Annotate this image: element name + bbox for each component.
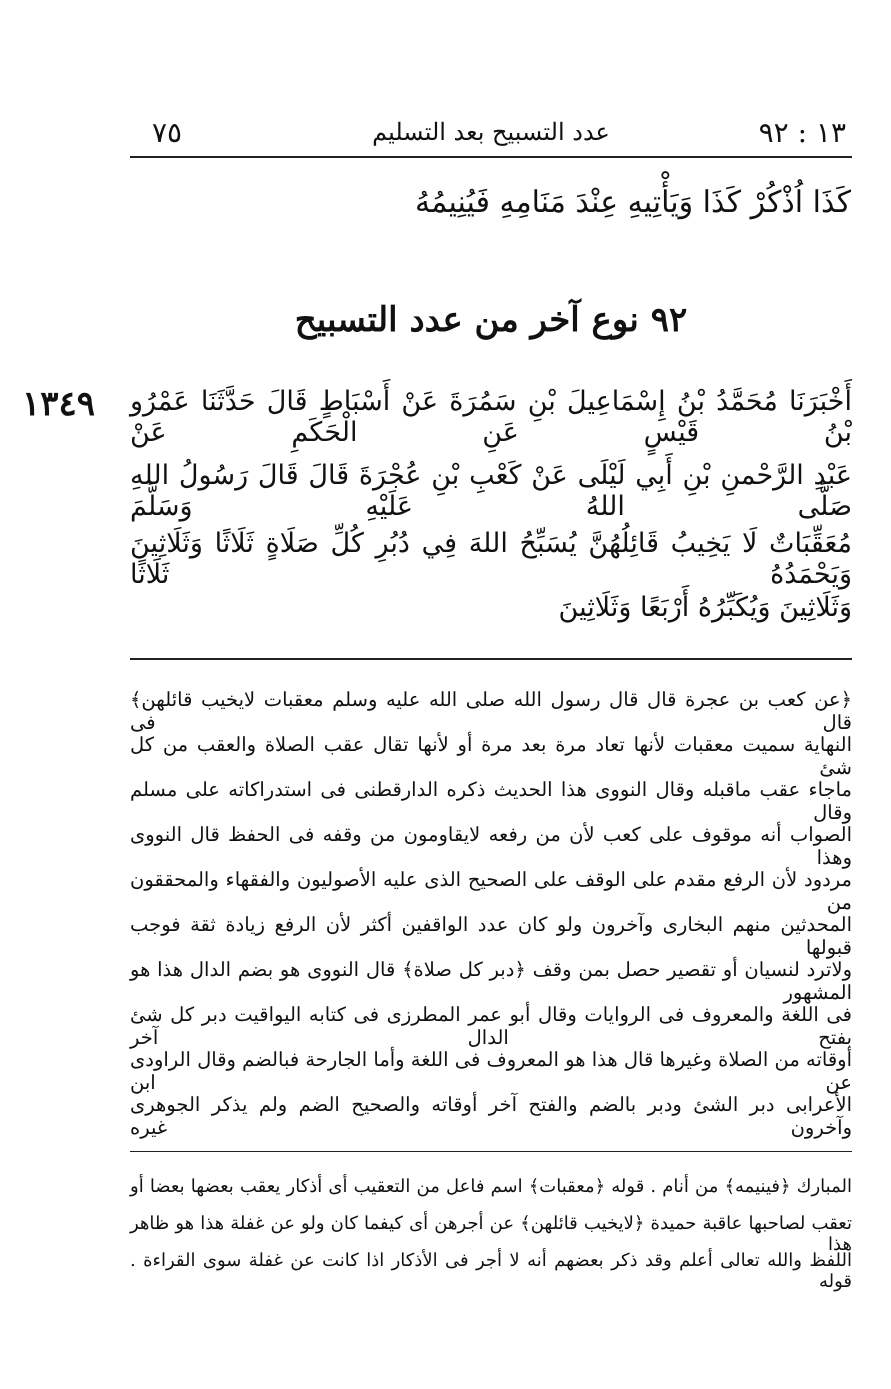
commentary-line: فى اللغة والمعروف فى الروايات وقال أبو عمر المطرزى فى كتابه اليواقيت دبر كل شئ بفتح الدال آخر	[130, 1003, 852, 1049]
hadith-line: أَخْبَرَنَا مُحَمَّدُ بْنُ إِسْمَاعِيلَ بْنِ سَمُرَةَ عَنْ أَسْبَاطٍ قَالَ حَدَّثَنَا عَمْرُو بْنُ قَيْسٍ عَنِ الْحَكَمِ عَنْ	[130, 386, 852, 448]
commentary-line: الصواب أنه موقوف على كعب لأن من رفعه لايقاومون من وقفه فى الحفظ قال النووى وهذا	[130, 823, 852, 869]
footnote-line: تعقب لصاحبها عاقبة حميدة ﴿لايخيب قائلهن﴾ عن أجرهن أى كيفما كان ولو عن غفلة هذا هو ظاهر هذا	[130, 1213, 852, 1255]
commentary-line: النهاية سميت معقبات لأنها تعاد مرة بعد مرة أو لأنها تقال عقب الصلاة والعقب من كل شئ	[130, 733, 852, 779]
hadith-number: ١٣٤٩	[22, 384, 96, 424]
commentary-line: ماجاء عقب ماقبله وقال النووى هذا الحديث ذكره الدارقطنى فى استدراكاته على مسلم وقال	[130, 778, 852, 824]
footnote-line: اللفظ والله تعالى أعلم وقد ذكر بعضهم أنه لا أجر فى الأذكار اذا كانت عن غفلة سوى القراءة . قوله	[130, 1250, 852, 1292]
footnote-rule	[130, 1151, 852, 1152]
commentary-line: ولاترد لنسيان أو تقصير حصل بمن وقف ﴿دبر كل صلاة﴾ قال النووى هو بضم الدال هذا هو المشهور	[130, 958, 852, 1004]
hadith-line: وَثَلَاثِينَ وَيُكَبِّرُهُ أَرْبَعًا وَثَلَاثِينَ	[558, 592, 852, 623]
header-rule	[130, 156, 852, 158]
hadith-range: ١٣ : ٩٢	[758, 116, 846, 149]
hadith-line: عَبْدِ الرَّحْمنِ بْنِ أَبِي لَيْلَى عَنْ كَعْبِ بْنِ عُجْرَةَ قَالَ قَالَ رَسُولُ اللهِ صَلَّى اللهُ عَلَيْهِ وَسَلَّمَ	[130, 460, 852, 522]
footnote-line: المبارك ﴿فينيمه﴾ من أنام . قوله ﴿معقبات﴾ اسم فاعل من التعقيب أى أذكار يعقب بعضها بعضا أو	[130, 1176, 852, 1197]
commentary-line: أوقاته من الصلاة وغيرها قال هذا هو المعروف فى اللغة وأما الجارحة فبالضم وقال الراودى عن ابن	[130, 1048, 852, 1094]
running-header	[130, 112, 852, 156]
section-title: ٩٢ نوع آخر من عدد التسبيح	[294, 300, 688, 340]
text-commentary-rule	[130, 658, 852, 660]
commentary-line: مردود لأن الرفع مقدم على الوقف على الصحيح الذى عليه الأصوليون والفقهاء والمحققون من	[130, 868, 852, 914]
commentary-line: المحدثين منهم البخارى وآخرون ولو كان عدد الواقفين أكثر لأن الرفع زيادة ثقة فوجب قبولها	[130, 913, 852, 959]
commentary-line: ﴿عن كعب بن عجرة قال قال رسول الله صلى الله عليه وسلم معقبات لايخيب قائلهن﴾ قال فى	[130, 688, 852, 734]
hadith-line: مُعَقِّبَاتٌ لَا يَخِيبُ قَائِلُهُنَّ يُسَبِّحُ اللهَ فِي دُبُرِ كُلِّ صَلَاةٍ ثَلَاثًا وَثَلَاثِينَ وَيَحْمَدُهُ ثَلَاثًا	[130, 528, 852, 590]
continuation-line: كَذَا اُذْكُرْ كَذَا وَيَأْتِيهِ عِنْدَ مَنَامِهِ فَيُنِيمُهُ	[415, 185, 851, 220]
commentary-line: الأعرابى دبر الشئ ودبر بالضم والفتح آخر أوقاته والصحيح الضم ولم يذكر الجوهرى وآخرون غيره	[130, 1093, 852, 1139]
page-number: ٧٥	[152, 116, 183, 149]
chapter-title: عدد التسبيح بعد التسليم	[372, 118, 610, 146]
